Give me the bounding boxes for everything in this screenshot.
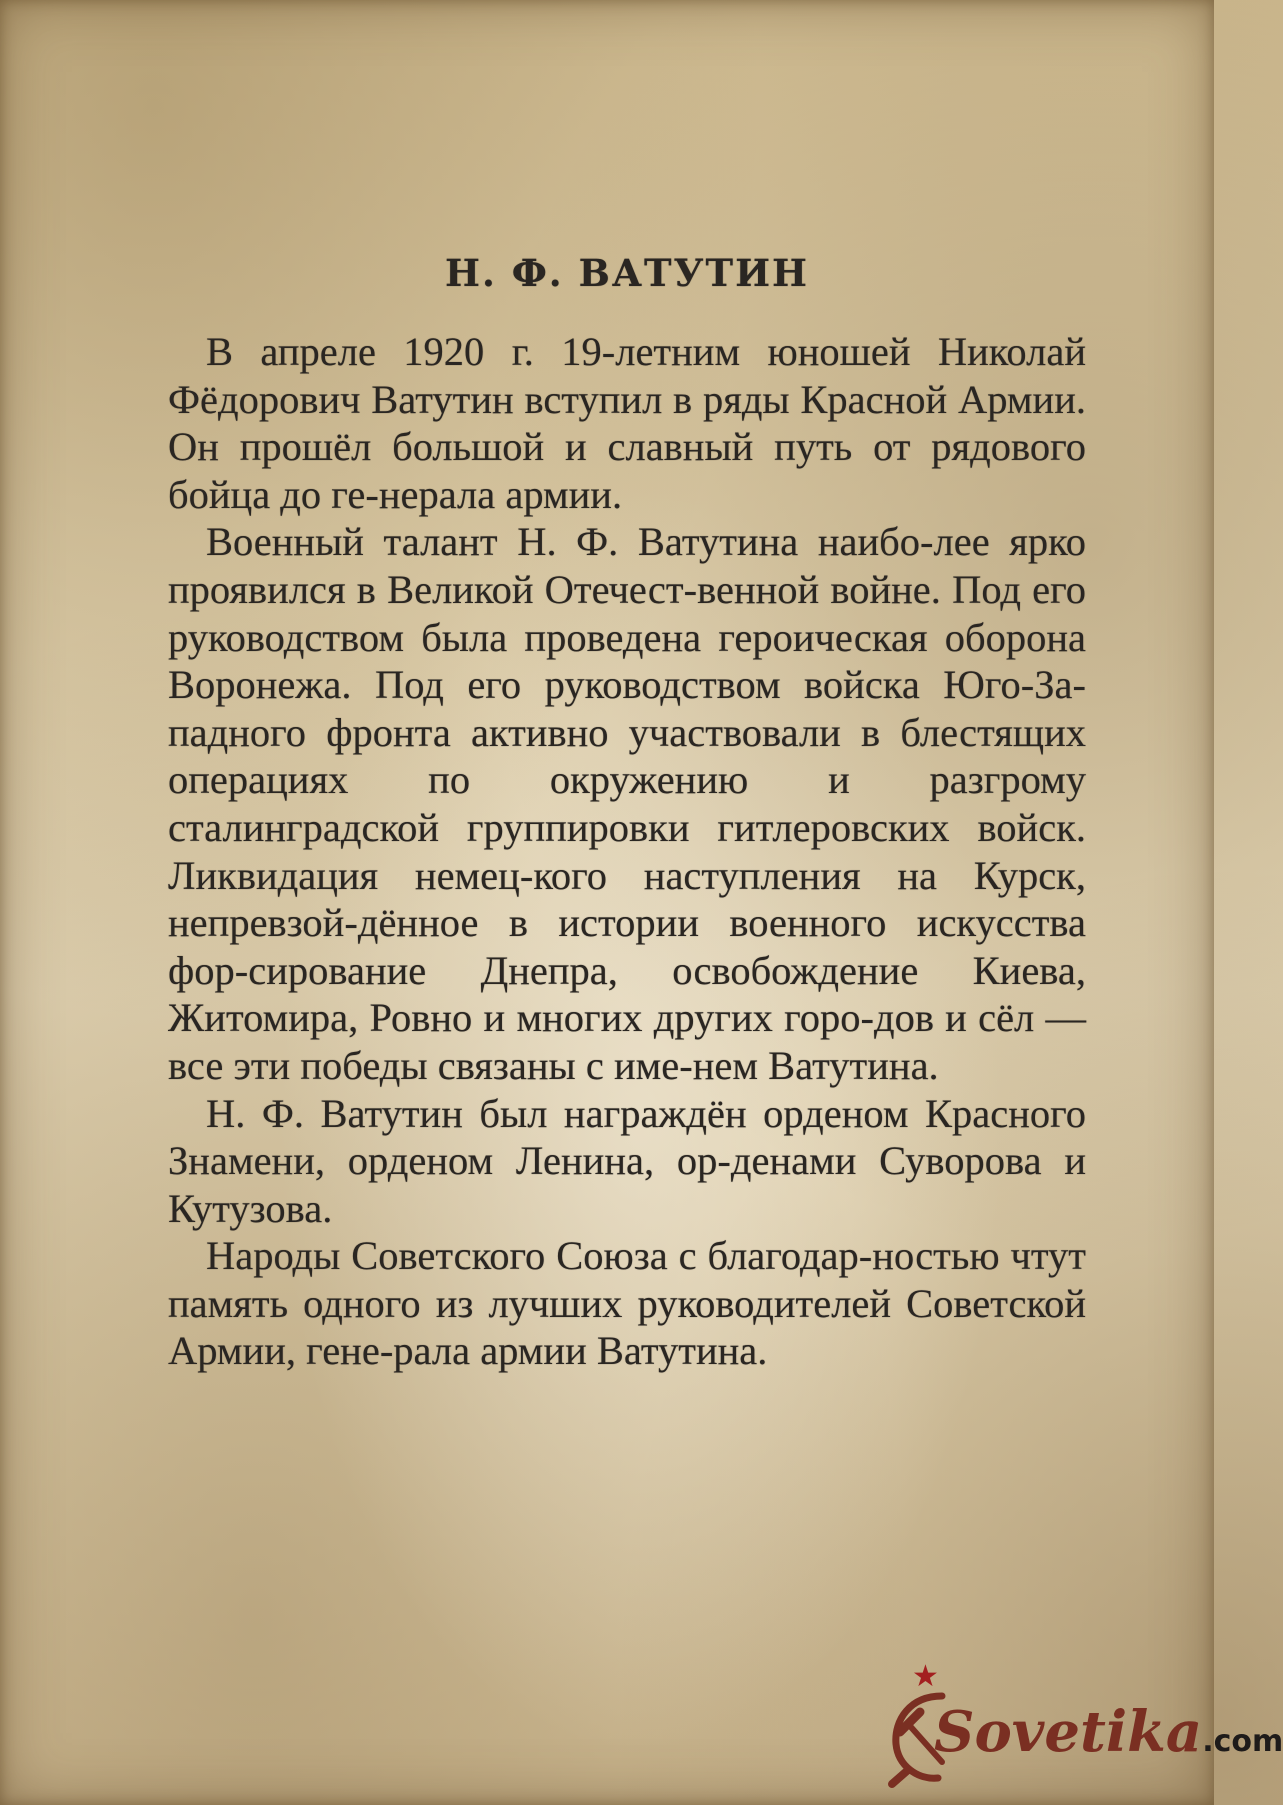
- paragraph-awards: Н. Ф. Ватутин был награждён орденом Красного Знамени, орденом Ленина, ор-денами Суворова и Кутузова.: [168, 1090, 1086, 1231]
- sovetika-watermark-logo: [866, 1658, 1283, 1793]
- watermark-brand: Sovetika: [934, 1699, 1203, 1765]
- paragraph-military-talent: Военный талант Н. Ф. Ватутина наибо-лее ярко проявился в Великой Отечест-венной войне. Под его руководством была проведена героическая оборона Воронежа. Под его руководством войска Юго-За-падного фронта активно участвовали в блестящих операциях по окружению и разгрому сталинградской группировки гитлеровских войск. Ликвидация немец-кого наступления на Курск, непревзой-дённое в истории военного искусства фор-сирование Днепра, освобождение Киева, Житомира, Ровно и многих других горо-дов и сёл — все эти победы связаны с име-нем Ватутина.: [168, 519, 1086, 1088]
- paragraph-biography: В апреле 1920 г. 19-летним юношей Николай Фёдорович Ватутин вступил в ряды Красной Армии. Он прошёл большой и славный путь от рядового бойца до ге-нерала армии.: [168, 329, 1086, 517]
- red-star-icon: ★: [912, 1659, 939, 1694]
- paragraph-memory: Народы Советского Союза с благодар-ностью чтут память одного из лучших руководителей Советской Армии, гене-рала армии Ватутина.: [168, 1233, 1086, 1374]
- document-body: [168, 250, 1086, 1375]
- watermark-text: [934, 1699, 1283, 1772]
- watermark-domain: .com: [1202, 1724, 1283, 1759]
- page-title: Н. Ф. ВАТУТИН: [444, 251, 809, 295]
